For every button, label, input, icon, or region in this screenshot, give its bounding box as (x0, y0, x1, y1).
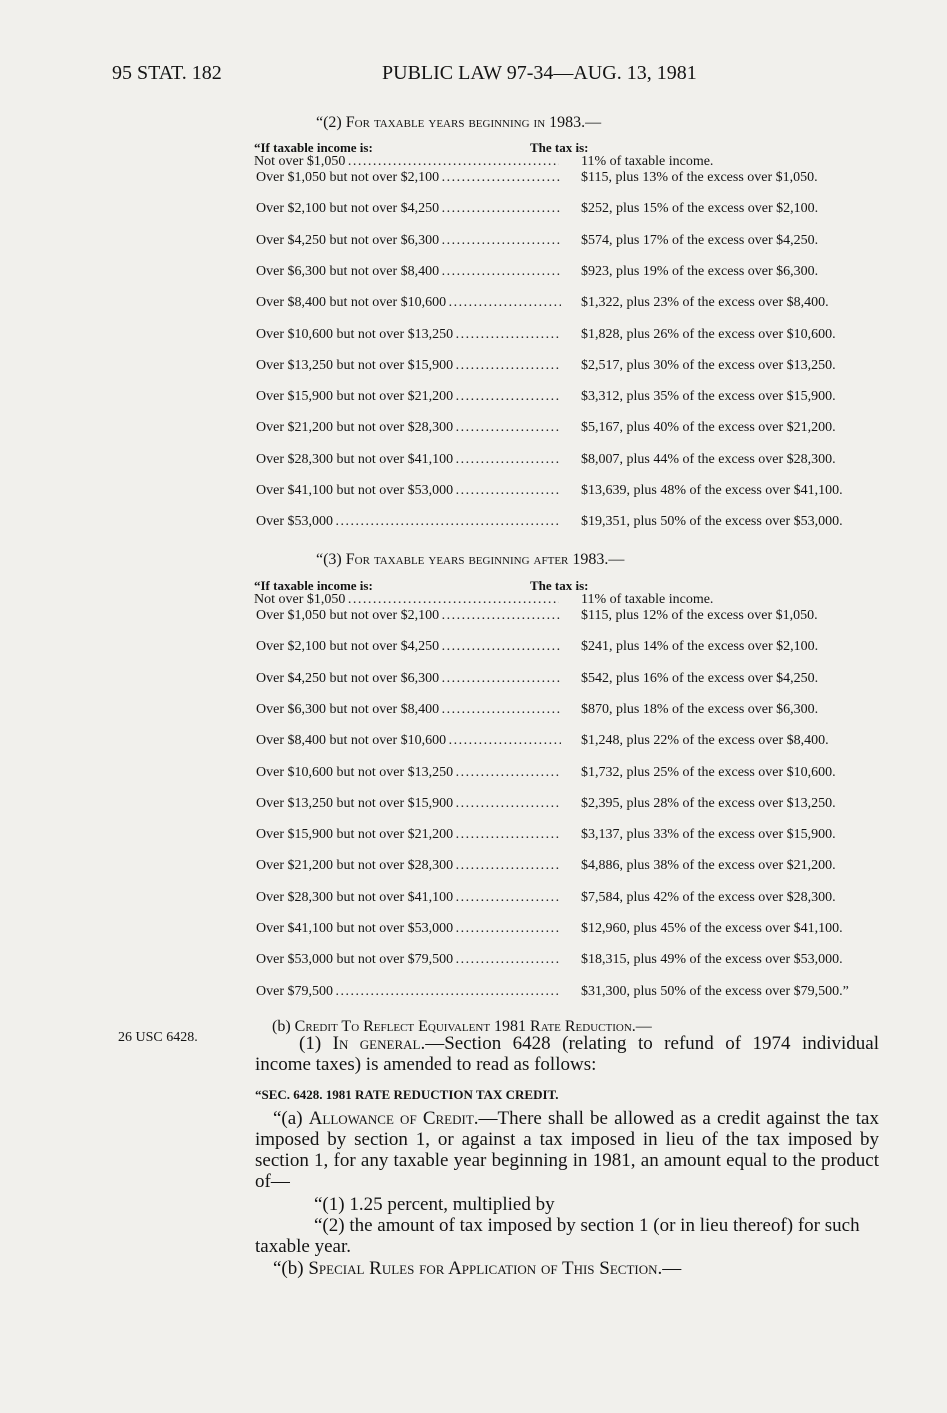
taxable-income-bracket: Over $10,600 but not over $13,250 . . . (254, 766, 561, 779)
paragraph-b-special-rules: “(b) Special Rules for Application of This Section.— (273, 1258, 682, 1279)
tax-amount: $4,886, plus 38% of the excess over $21,200. (581, 858, 836, 874)
rate-table-row (254, 672, 879, 702)
taxable-income-bracket: Over $1,050 but not over $2,100 . . . (254, 171, 561, 184)
taxable-income-bracket: Over $6,300 but not over $8,400 . . . (254, 703, 561, 716)
tax-amount: $1,248, plus 22% of the excess over $8,400. (581, 733, 829, 749)
rate-table-row (254, 797, 879, 827)
taxable-income-bracket: Over $41,100 but not over $53,000 . . . (254, 484, 561, 497)
tax-amount: 11% of taxable income. (581, 154, 714, 169)
tax-amount: $7,584, plus 42% of the excess over $28,300. (581, 889, 836, 905)
tax-amount: $923, plus 19% of the excess over $6,300. (581, 263, 819, 279)
rate-table-row (254, 453, 879, 483)
rate-table-row (254, 734, 879, 764)
taxable-income-bracket: Over $28,300 but not over $41,100 . . . (254, 891, 561, 904)
rate-table-row (254, 953, 879, 983)
taxable-income-bracket: Over $10,600 but not over $13,250 . . . (254, 328, 561, 341)
stat-page-number: 95 STAT. 182 (112, 62, 222, 84)
tax-amount: $5,167, plus 40% of the excess over $21,200. (581, 420, 836, 436)
taxable-income-bracket: Over $53,000 . . . (254, 515, 561, 528)
tax-amount: $2,517, plus 30% of the excess over $13,250. (581, 357, 836, 373)
taxable-income-bracket: Over $1,050 but not over $2,100 . . . (254, 609, 561, 622)
section-3-heading: “(3) For taxable years beginning after 1983.— (316, 551, 625, 568)
subsection-b-heading: (b) Credit To Reflect Equivalent 1981 Rate Reduction.— (272, 1018, 652, 1035)
rate-table-row (254, 985, 879, 1015)
taxable-income-bracket: Over $41,100 but not over $53,000 . . . (254, 922, 561, 935)
taxable-income-bracket: Not over $1,050 . . . (254, 155, 559, 168)
rate-table-row (254, 421, 879, 451)
section-3-income-column-header: “If taxable income is: (254, 578, 373, 593)
taxable-income-bracket: Over $21,200 but not over $28,300 . . . (254, 421, 561, 434)
tax-amount: $1,732, plus 25% of the excess over $10,600. (581, 764, 836, 780)
tax-amount: $870, plus 18% of the excess over $6,300. (581, 701, 819, 717)
taxable-income-bracket: Over $28,300 but not over $41,100 . . . (254, 453, 561, 466)
tax-amount: $574, plus 17% of the excess over $4,250. (581, 232, 819, 248)
taxable-income-bracket: Over $15,900 but not over $21,200 . . . (254, 828, 561, 841)
rate-table-row (254, 922, 879, 952)
tax-amount: $252, plus 15% of the excess over $2,100. (581, 201, 819, 217)
paragraph-a-allowance-of-credit: “(a) Allowance of Credit.—There shall be allowed as a credit against the tax imposed by section 1, or against a tax imposed in lieu of the tax imposed by section 1, for any taxable year beginning in 1981, an amount equal to the product of— (255, 1108, 879, 1192)
rate-table-row (254, 640, 879, 670)
tax-amount: $12,960, plus 45% of the excess over $41,100. (581, 921, 843, 936)
tax-amount: $1,322, plus 23% of the excess over $8,400. (581, 295, 829, 311)
tax-amount: $3,312, plus 35% of the excess over $15,900. (581, 389, 836, 405)
rate-table-row (254, 515, 879, 545)
taxable-income-bracket: Over $21,200 but not over $28,300 . . . (254, 859, 561, 872)
tax-amount: $1,828, plus 26% of the excess over $10,600. (581, 326, 836, 342)
section-2-heading: “(2) For taxable years beginning in 1983.— (316, 114, 602, 131)
item-2: “(2) the amount of tax imposed by section 1 (or in lieu thereof) for such taxable year. (255, 1215, 860, 1257)
rate-table-row (254, 296, 879, 326)
rate-table-row (254, 484, 879, 514)
rate-table-row (254, 891, 879, 921)
tax-amount: $19,351, plus 50% of the excess over $53,000. (581, 514, 843, 530)
tax-amount: $8,007, plus 44% of the excess over $28,300. (581, 451, 836, 467)
tax-amount: $241, plus 14% of the excess over $2,100. (581, 639, 819, 655)
margin-citation: 26 USC 6428. (118, 1030, 198, 1045)
taxable-income-bracket: Over $2,100 but not over $4,250 . . . (254, 640, 561, 653)
taxable-income-bracket: Over $13,250 but not over $15,900 . . . (254, 797, 561, 810)
rate-table-row (254, 202, 879, 232)
taxable-income-bracket: Not over $1,050 . . . (254, 593, 559, 606)
rate-table-row (254, 766, 879, 796)
taxable-income-bracket: Over $6,300 but not over $8,400 . . . (254, 265, 561, 278)
section-2-tax-column-header: The tax is: (530, 140, 589, 155)
tax-amount: $2,395, plus 28% of the excess over $13,250. (581, 795, 836, 811)
tax-amount: $13,639, plus 48% of the excess over $41,100. (581, 483, 843, 498)
public-law-title: PUBLIC LAW 97-34—AUG. 13, 1981 (382, 62, 697, 84)
tax-amount: $542, plus 16% of the excess over $4,250. (581, 670, 819, 686)
taxable-income-bracket: Over $8,400 but not over $10,600 . . . (254, 296, 561, 309)
rate-table-row (254, 609, 879, 639)
item-1: “(1) 1.25 percent, multiplied by (314, 1194, 555, 1215)
rate-table-row (254, 703, 879, 733)
rate-table-row (254, 828, 879, 858)
tax-amount: $115, plus 13% of the excess over $1,050. (581, 170, 818, 185)
section-2-income-column-header: “If taxable income is: (254, 140, 373, 155)
tax-amount: $115, plus 12% of the excess over $1,050. (581, 608, 818, 623)
taxable-income-bracket: Over $8,400 but not over $10,600 . . . (254, 734, 561, 747)
rate-table-row (254, 390, 879, 420)
section-3-tax-column-header: The tax is: (530, 578, 589, 593)
tax-amount: $31,300, plus 50% of the excess over $79,500.” (581, 983, 849, 999)
running-head (112, 62, 877, 88)
rate-table-row (254, 859, 879, 889)
section-6428-heading: “SEC. 6428. 1981 RATE REDUCTION TAX CREDIT. (255, 1087, 559, 1102)
rate-table-row (254, 171, 879, 201)
rate-table-row (254, 234, 879, 264)
taxable-income-bracket: Over $2,100 but not over $4,250 . . . (254, 202, 561, 215)
taxable-income-bracket: Over $4,250 but not over $6,300 . . . (254, 234, 561, 247)
taxable-income-bracket: Over $13,250 but not over $15,900 . . . (254, 359, 561, 372)
tax-amount: 11% of taxable income. (581, 592, 714, 607)
taxable-income-bracket: Over $4,250 but not over $6,300 . . . (254, 672, 561, 685)
paragraph-1-in-general: (1) In general.—Section 6428 (relating to refund of 1974 individual income taxes) is amended to read as follows: (255, 1033, 880, 1075)
taxable-income-bracket: Over $79,500 . . . (254, 985, 561, 998)
tax-amount: $18,315, plus 49% of the excess over $53,000. (581, 952, 843, 968)
rate-table-row (254, 265, 879, 295)
rate-table-row (254, 359, 879, 389)
taxable-income-bracket: Over $53,000 but not over $79,500 . . . (254, 953, 561, 966)
taxable-income-bracket: Over $15,900 but not over $21,200 . . . (254, 390, 561, 403)
rate-table-row (254, 328, 879, 358)
tax-amount: $3,137, plus 33% of the excess over $15,900. (581, 827, 836, 843)
